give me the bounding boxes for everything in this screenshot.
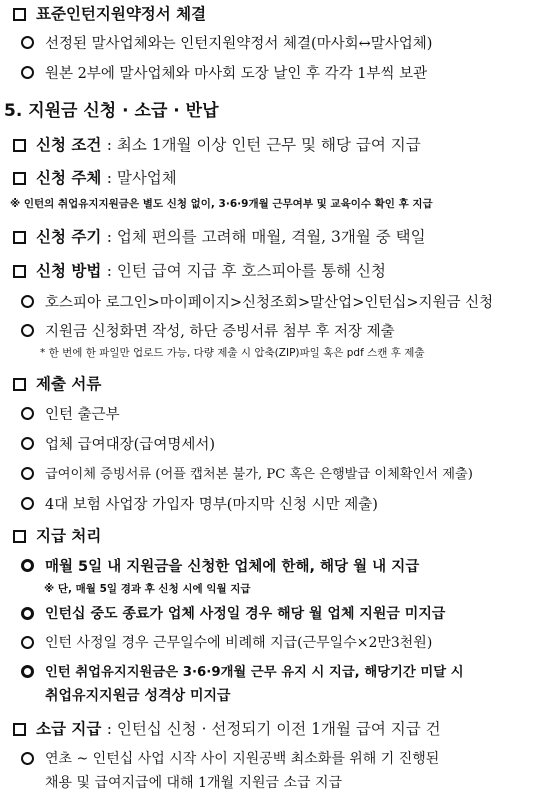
heading-desc: : 업체 편의를 고려해 매월, 격월, 3개월 중 택일 — [106, 228, 426, 246]
list-item-text: 원본 2부에 말사업체와 마사회 도장 날인 후 각각 1부씩 보관 — [45, 66, 428, 82]
heading-label: 지급 처리 — [36, 527, 102, 545]
method-note: * 한 번에 한 파일만 업로드 가능, 다량 제출 시 압축(ZIP)파일 혹은 pdf 스캔 후 제출 — [40, 347, 425, 359]
list-item — [0, 320, 544, 342]
payment-note-row — [0, 581, 544, 597]
circle-bullet-icon — [21, 66, 34, 79]
list-item-continuation — [0, 772, 544, 794]
circle-bullet-icon — [21, 607, 34, 620]
list-item-text: 인턴 사정일 경우 근무일수에 비례해 지급(근무일수×2만3천원) — [45, 635, 433, 651]
circle-bullet-icon — [21, 295, 34, 308]
payment-note: ※ 단, 매월 5일 경과 후 신청 시에 익월 지급 — [44, 583, 251, 595]
section-title: 5. 지원금 신청 · 소급 · 반납 — [4, 101, 219, 121]
heading-text — [36, 133, 421, 155]
circle-bullet-icon — [21, 324, 34, 337]
agreement-heading-row — [0, 2, 544, 24]
heading-retro — [0, 717, 544, 739]
heading-label: 신청 주체 — [36, 169, 102, 187]
subject-note-row — [0, 196, 544, 212]
list-item — [0, 661, 544, 683]
heading-text — [36, 259, 386, 281]
heading-label: 제출 서류 — [36, 375, 102, 393]
heading-label: 신청 조건 — [36, 136, 102, 154]
list-item-text: 인턴 취업유지지원금은 3·6·9개월 근무 유지 시 지급, 해당기간 미달 시 — [45, 665, 464, 680]
subject-note: ※ 인턴의 취업유지지원금은 별도 신청 없이, 3·6·9개월 근무여부 및 교육이수 확인 후 지급 — [10, 198, 433, 210]
circle-bullet-icon — [21, 407, 34, 420]
heading-documents — [0, 372, 544, 394]
heading-condition — [0, 133, 544, 155]
list-item-text: 인턴 출근부 — [45, 407, 120, 423]
list-item-text: 호스피아 로그인>마이페이지>신청조회>말산업>인턴십>지원금 신청 — [45, 295, 494, 311]
checkbox-square-icon — [13, 172, 26, 185]
checkbox-square-icon — [13, 723, 26, 736]
heading-text — [36, 225, 426, 247]
list-item-text: 지원금 신청화면 작성, 하단 증빙서류 첨부 후 저장 제출 — [45, 324, 395, 340]
checkbox-square-icon — [13, 530, 26, 543]
list-item — [0, 403, 544, 425]
list-item-text: 4대 보험 사업장 가입자 명부(마지막 신청 시만 제출) — [45, 497, 378, 513]
heading-label: 신청 주기 — [36, 228, 102, 246]
section-title-row — [0, 96, 544, 122]
list-item — [0, 632, 544, 654]
circle-bullet-icon — [21, 559, 34, 572]
heading-text — [36, 717, 441, 739]
circle-bullet-icon — [21, 437, 34, 450]
list-item-text: 선정된 말사업체와는 인턴지원약정서 체결(마사회↔말사업체) — [45, 36, 433, 52]
heading-text — [36, 166, 177, 188]
agreement-heading: 표준인턴지원약정서 체결 — [36, 5, 207, 23]
circle-bullet-icon — [21, 497, 34, 510]
checkbox-square-icon — [13, 139, 26, 152]
list-item — [0, 555, 544, 577]
list-item — [0, 62, 544, 84]
checkbox-square-icon — [13, 265, 26, 278]
heading-subject — [0, 166, 544, 188]
list-item-text: 매월 5일 내 지원금을 신청한 업체에 한해, 해당 월 내 지급 — [45, 559, 420, 575]
list-item — [0, 463, 544, 485]
heading-desc: : 인턴 급여 지급 후 호스피아를 통해 신청 — [106, 262, 386, 280]
list-item — [0, 603, 544, 625]
list-item-text: 연초 ~ 인턴십 사업 시작 사이 지원공백 최소화를 위해 기 진행된 — [45, 751, 440, 767]
heading-method — [0, 259, 544, 281]
method-note-row — [0, 345, 544, 361]
circle-bullet-icon — [21, 752, 34, 765]
list-item — [0, 433, 544, 455]
checkbox-square-icon — [13, 231, 26, 244]
circle-bullet-icon — [21, 636, 34, 649]
heading-label: 신청 방법 — [36, 262, 102, 280]
heading-desc: : 최소 1개월 이상 인턴 근무 및 해당 급여 지급 — [106, 136, 421, 154]
list-item — [0, 32, 544, 54]
checkbox-square-icon — [13, 8, 26, 21]
list-item-text: 인턴십 중도 종료가 업체 사정일 경우 해당 월 업체 지원금 미지급 — [45, 606, 446, 622]
circle-bullet-icon — [21, 665, 34, 678]
heading-desc: : 말사업체 — [106, 169, 177, 187]
list-item-text: 채용 및 급여지급에 대해 1개월 지원금 소급 지급 — [45, 775, 343, 791]
list-item-continuation — [0, 685, 544, 707]
checkbox-square-icon — [13, 378, 26, 391]
heading-payment — [0, 524, 544, 546]
list-item — [0, 748, 544, 770]
heading-cycle — [0, 225, 544, 247]
list-item-text: 취업유지지원금 성격상 미지급 — [45, 688, 231, 704]
list-item-text: 급여이체 증빙서류 (어플 캡처본 불가, PC 혹은 은행발급 이체확인서 제출) — [45, 467, 473, 482]
heading-label: 소급 지급 — [36, 720, 102, 738]
list-item-text: 업체 급여대장(급여명세서) — [45, 437, 215, 453]
circle-bullet-icon — [21, 467, 34, 480]
list-item — [0, 493, 544, 515]
circle-bullet-icon — [21, 36, 34, 49]
list-item — [0, 291, 544, 313]
heading-desc: : 인턴십 신청 · 선정되기 이전 1개월 급여 지급 건 — [106, 720, 441, 738]
